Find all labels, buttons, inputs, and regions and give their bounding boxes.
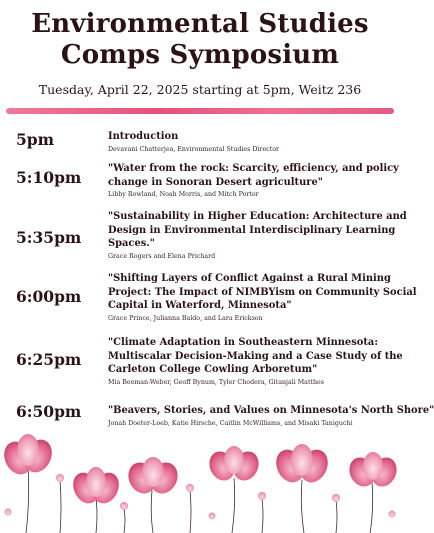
flower-bud — [120, 502, 128, 510]
schedule-time: 5:35pm — [16, 228, 82, 247]
talk-title-line: Project: The Impact of NIMBYism on Community Social — [108, 286, 417, 298]
talk-title-line: "Climate Adaptation in Southeastern Minnesota: — [108, 337, 378, 348]
presenters: Grace Prince, Julianna Baldo, and Lara Erickson — [108, 314, 263, 322]
flower-bud — [209, 513, 216, 520]
talk-title-line: Spaces." — [108, 238, 155, 249]
flower-bud — [186, 484, 194, 492]
watercolor-flowers-illustration — [0, 420, 400, 533]
flower-stem — [26, 465, 29, 533]
presenters: Mia Beeman-Weber, Geoff Bynum, Tyler Chodera, Gitanjali Matthes — [108, 378, 325, 386]
presenters: Jonah Doeter-Loeb, Katie Hirsche, Caitlin McWilliams, and Misaki Taniguchi — [108, 419, 353, 427]
flower-stem — [232, 478, 235, 533]
talk-title-line: change in Sonoran Desert agriculture" — [108, 176, 323, 188]
talk-title — [108, 162, 399, 189]
event-date-location: Tuesday, April 22, 2025 starting at 5pm, Weitz 236 — [38, 82, 362, 97]
presenters: Devavani Chatterjea, Environmental Studies Director — [108, 145, 280, 153]
poster-title — [0, 9, 400, 71]
talk-title — [108, 210, 407, 251]
talk-title-line: Introduction — [108, 131, 179, 142]
schedule-event — [108, 162, 399, 199]
flower-bud — [332, 494, 340, 502]
flower-stem — [151, 490, 153, 533]
flower-bud — [5, 509, 12, 516]
poster-title-line-1: Environmental Studies — [31, 9, 369, 39]
talk-title-line: Carleton College Cowling Arboretum" — [108, 364, 318, 375]
talk-title-line: Multiscalar Decision-Making and a Case Study of the — [108, 350, 403, 362]
flower-bud — [56, 474, 64, 482]
talk-title-line: "Sustainability in Higher Education: Architecture and — [108, 211, 407, 222]
schedule-time: 6:25pm — [16, 350, 82, 369]
flower-stem — [262, 498, 263, 533]
schedule-event — [108, 336, 403, 387]
talk-title-line: Capital in Waterford, Minnesota" — [108, 300, 292, 311]
flower-stem — [124, 508, 125, 533]
schedule-time: 5pm — [16, 130, 55, 149]
schedule-time: 6:00pm — [16, 287, 82, 306]
flower-stem — [301, 480, 304, 533]
talk-title — [108, 336, 403, 377]
talk-title — [108, 130, 394, 144]
flower — [345, 452, 401, 491]
talk-title — [108, 272, 417, 313]
presenters: Libby Rowland, Noah Morris, and Mitch Porter — [108, 191, 259, 198]
flower — [123, 457, 182, 498]
flower-stem — [336, 500, 337, 533]
flower-stem — [60, 480, 61, 533]
flower-bud — [258, 492, 266, 500]
schedule-event — [108, 130, 394, 154]
flower-stem — [96, 498, 97, 533]
presenters: Grace Rogers and Elena Prichard — [108, 252, 216, 260]
talk-title-line: "Beavers, Stories, and Values on Minnesota's North Shore" — [108, 405, 434, 416]
flower-stem — [190, 490, 191, 533]
flower-bud — [389, 511, 396, 518]
schedule-time: 6:50pm — [16, 402, 82, 421]
schedule-event — [108, 272, 417, 323]
talk-title-line: "Shifting Layers of Conflict Against a Rural Mining — [108, 273, 391, 284]
talk-title-line: Design in Environmental Interdisciplinary Learning — [108, 224, 396, 236]
schedule-time: 5:10pm — [16, 168, 82, 187]
schedule-event — [108, 210, 407, 261]
poster-title-line-2: Comps Symposium — [60, 40, 340, 70]
talk-title-line: "Water from the rock: Scarcity, efficiency, and policy — [108, 163, 399, 174]
pink-brush-divider — [6, 108, 394, 114]
flower-stem — [370, 482, 373, 533]
talk-title — [108, 404, 434, 418]
